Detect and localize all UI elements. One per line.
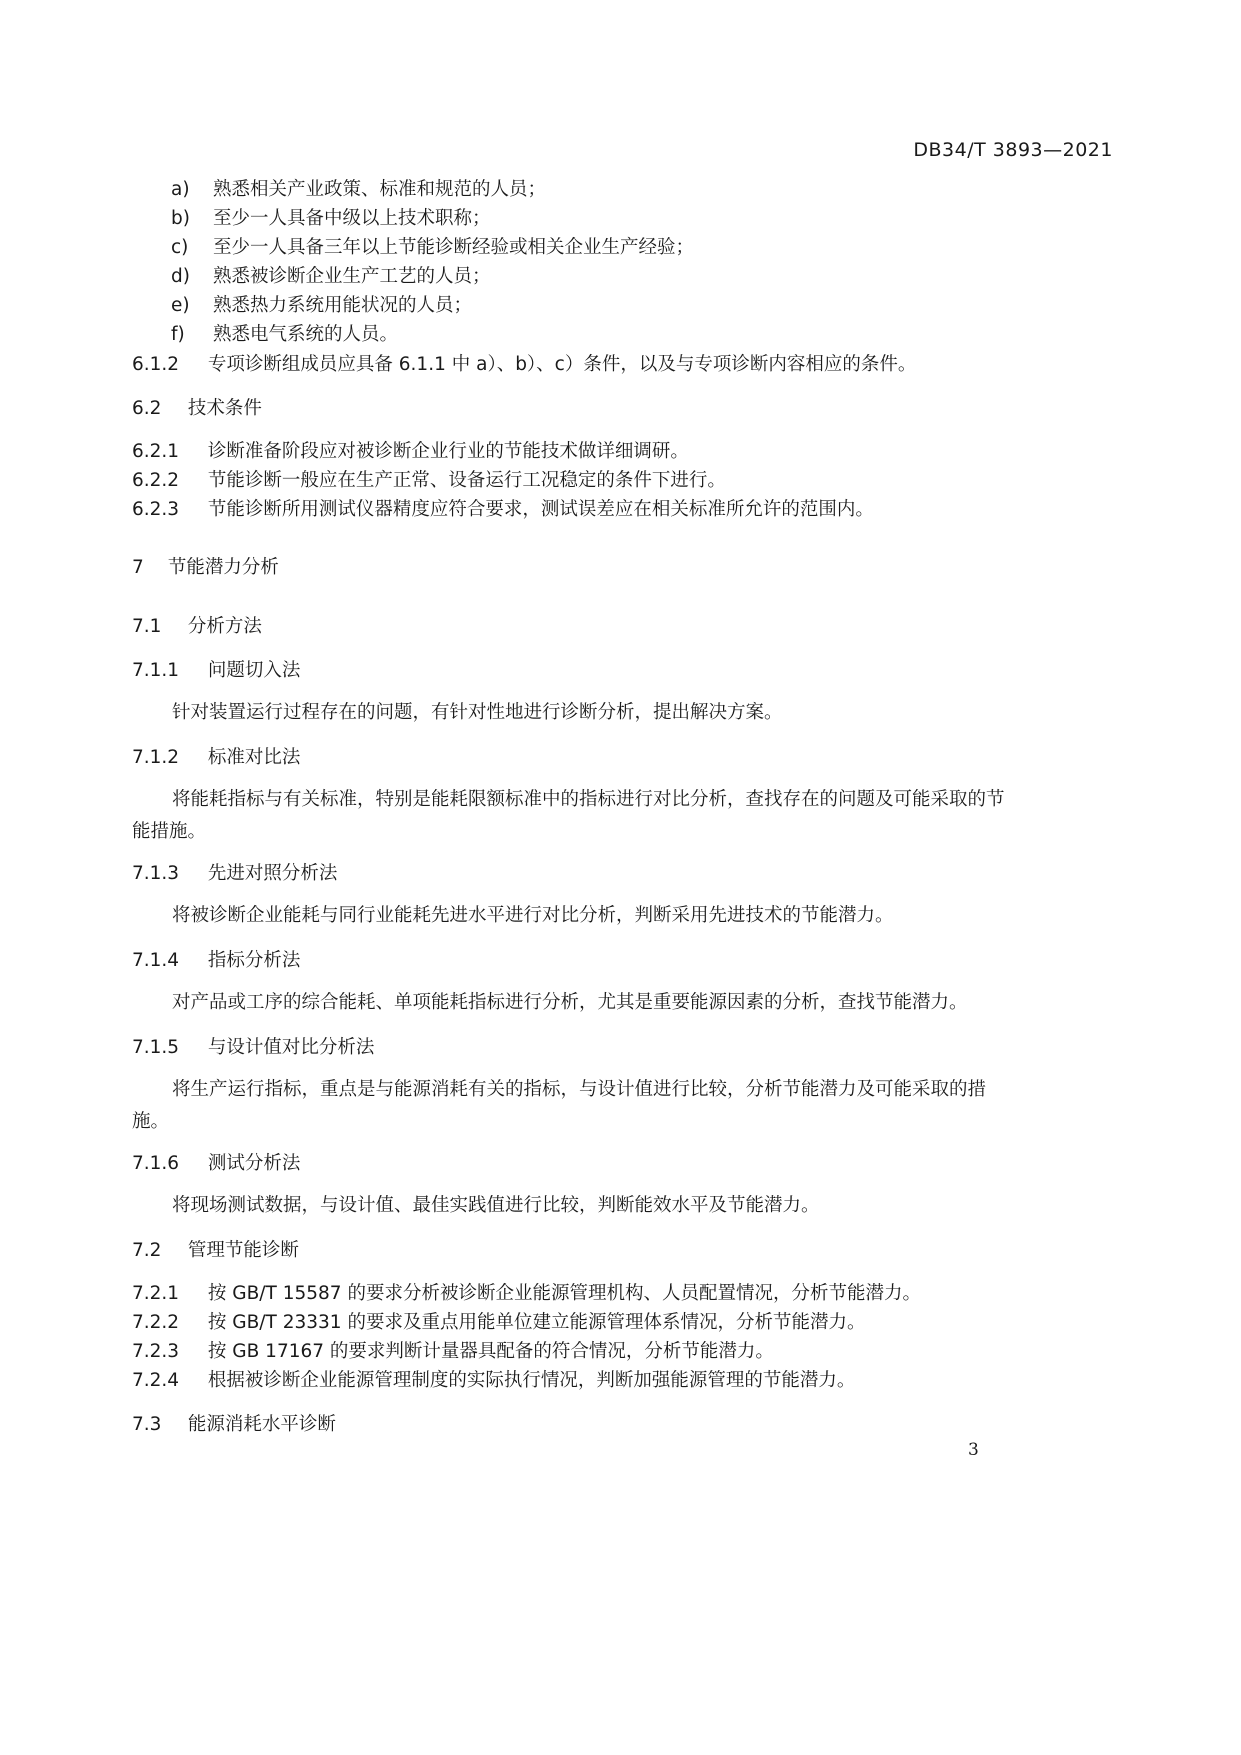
clause-text: 按 GB 17167 的要求判断计量器具配备的符合情况，分析节能潜力。 — [207, 1341, 774, 1362]
clause-7-2-4 — [132, 1366, 855, 1396]
clause-number: 6.2.3 — [132, 499, 180, 520]
subsection-7-1-3-heading — [132, 859, 337, 885]
paragraph: 将生产运行指标，重点是与能源消耗有关的指标，与设计值进行比较，分析节能潜力及可能采取的措施。 — [132, 1079, 987, 1132]
paragraph: 将现场测试数据，与设计值、最佳实践值进行比较，判断能效水平及节能潜力。 — [172, 1195, 820, 1216]
clause-7-2-2 — [132, 1308, 865, 1338]
section-title: 管理节能诊断 — [187, 1240, 299, 1261]
list-item-label: e) — [171, 295, 190, 316]
chapter-number: 7 — [132, 557, 144, 578]
subsection-number: 7.1.1 — [132, 660, 180, 681]
section-title: 分析方法 — [187, 616, 262, 637]
subsection-7-1-1-heading — [132, 656, 300, 682]
chapter-title: 节能潜力分析 — [167, 557, 279, 578]
clause-number: 6.1.2 — [132, 354, 180, 375]
clause-6-2-1 — [132, 437, 689, 467]
list-item-text: 熟悉热力系统用能状况的人员； — [213, 295, 473, 316]
list-item-label: d) — [171, 266, 190, 287]
clause-text: 节能诊断一般应在生产正常、设备运行工况稳定的条件下进行。 — [207, 470, 726, 491]
list-item-label: f) — [171, 324, 185, 345]
subsection-7-1-4-heading — [132, 946, 300, 972]
subsection-title: 问题切入法 — [207, 660, 301, 681]
list-item-text: 熟悉被诊断企业生产工艺的人员； — [213, 266, 491, 287]
paragraph: 对产品或工序的综合能耗、单项能耗指标进行分析，尤其是重要能源因素的分析，查找节能潜力。 — [172, 992, 968, 1013]
subsection-title: 标准对比法 — [207, 747, 301, 768]
clause-7-2-1 — [132, 1279, 921, 1309]
section-7-2-heading — [132, 1236, 299, 1262]
clause-text: 按 GB/T 15587 的要求分析被诊断企业能源管理机构、人员配置情况，分析节能潜力。 — [207, 1283, 921, 1304]
subsection-number: 7.1.3 — [132, 863, 180, 884]
clause-text: 节能诊断所用测试仪器精度应符合要求，测试误差应在相关标准所允许的范围内。 — [207, 499, 874, 520]
paragraph: 将能耗指标与有关标准，特别是能耗限额标准中的指标进行对比分析，查找存在的问题及可能采取的节能措施。 — [132, 789, 1005, 842]
section-number: 6.2 — [132, 398, 162, 419]
clause-number: 7.2.3 — [132, 1341, 180, 1362]
clause-text: 按 GB/T 23331 的要求及重点用能单位建立能源管理体系情况，分析节能潜力。 — [207, 1312, 866, 1333]
clause-text: 专项诊断组成员应具备 6.1.1 中 a）、b）、c）条件，以及与专项诊断内容相应的条件。 — [207, 354, 917, 375]
list-item-text: 至少一人具备中级以上技术职称； — [213, 208, 491, 229]
subsection-title: 先进对照分析法 — [207, 863, 338, 884]
clause-text: 根据被诊断企业能源管理制度的实际执行情况，判断加强能源管理的节能潜力。 — [207, 1370, 856, 1391]
chapter-7-heading — [132, 553, 279, 579]
clause-number: 7.2.1 — [132, 1283, 180, 1304]
section-number: 7.2 — [132, 1240, 162, 1261]
page-number: 3 — [968, 1440, 979, 1460]
section-title: 能源消耗水平诊断 — [187, 1414, 336, 1435]
subsection-number: 7.1.2 — [132, 747, 180, 768]
section-7-3-heading — [132, 1410, 336, 1436]
clause-7-2-3 — [132, 1337, 774, 1367]
section-number: 7.3 — [132, 1414, 162, 1435]
subsection-number: 7.1.5 — [132, 1037, 180, 1058]
section-title: 技术条件 — [187, 398, 262, 419]
clause-6-2-3 — [132, 495, 874, 525]
paragraph: 将被诊断企业能耗与同行业能耗先进水平进行对比分析，判断采用先进技术的节能潜力。 — [172, 905, 894, 926]
list-item-text: 熟悉相关产业政策、标准和规范的人员； — [213, 179, 547, 200]
list-item-label: a) — [171, 179, 190, 200]
subsection-7-1-2-heading — [132, 743, 300, 769]
list-item-text: 熟悉电气系统的人员。 — [213, 324, 399, 345]
subsection-number: 7.1.6 — [132, 1153, 180, 1174]
clause-number: 6.2.1 — [132, 441, 180, 462]
standard-code: DB34/T 3893—2021 — [913, 139, 1113, 161]
clause-text: 诊断准备阶段应对被诊断企业行业的节能技术做详细调研。 — [207, 441, 689, 462]
paragraph: 针对装置运行过程存在的问题，有针对性地进行诊断分析，提出解决方案。 — [172, 702, 783, 723]
subsection-number: 7.1.4 — [132, 950, 180, 971]
list-item-label: b) — [171, 208, 190, 229]
clause-number: 6.2.2 — [132, 470, 180, 491]
list-item-label: c) — [171, 237, 189, 258]
section-6-2-heading — [132, 394, 262, 420]
subsection-title: 与设计值对比分析法 — [207, 1037, 375, 1058]
subsection-title: 指标分析法 — [207, 950, 301, 971]
subsection-7-1-6-heading — [132, 1149, 300, 1175]
subsection-title: 测试分析法 — [207, 1153, 301, 1174]
clause-number: 7.2.2 — [132, 1312, 180, 1333]
list-item-text: 至少一人具备三年以上节能诊断经验或相关企业生产经验； — [213, 237, 695, 258]
clause-6-2-2 — [132, 466, 726, 496]
section-7-1-heading — [132, 612, 262, 638]
section-number: 7.1 — [132, 616, 162, 637]
subsection-7-1-5-heading — [132, 1033, 374, 1059]
clause-number: 7.2.4 — [132, 1370, 180, 1391]
clause-6-1-2 — [132, 350, 916, 380]
